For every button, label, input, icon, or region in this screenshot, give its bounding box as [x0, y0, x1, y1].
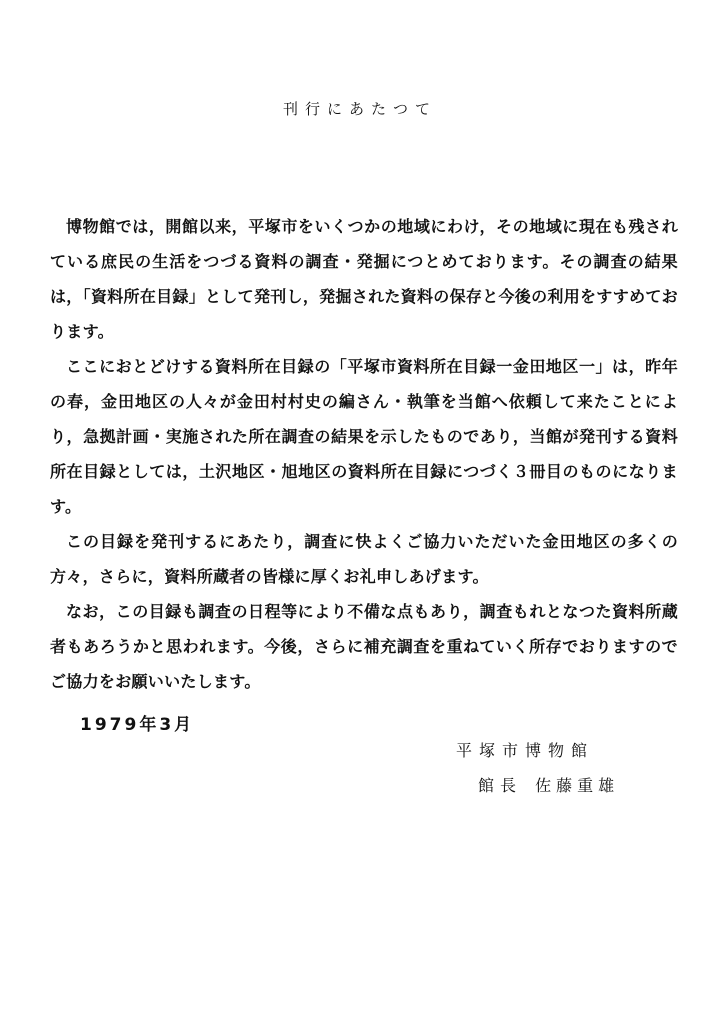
- document-body: [50, 209, 678, 699]
- director-title: 館長: [478, 776, 523, 795]
- paragraph-4: なお，この目録も調査の日程等により不備な点もあり，調査もれとなつた資料所蔵者もあろうかと思われます。今後，さらに補充調査を重ねていく所存でおりますのでご協力をお願いいたします。: [50, 602, 678, 691]
- publication-date: 1979年3月: [80, 715, 195, 735]
- paragraph-3: この目録を発刊するにあたり，調査に快よくご協力いただいた金田地区の多くの方々，さらに，資料所蔵者の皆様に厚くお礼申しあげます。: [50, 532, 678, 586]
- director-name: 佐藤重雄: [535, 776, 620, 795]
- paragraph-1: 博物館では，開館以来，平塚市をいくつかの地域にわけ，その地域に現在も残されている庶民の生活をつづる資料の調査・発掘につとめております。その調査の結果は，「資料所在目録」として発刊し，発掘された資料の保存と今後の利用をすすめております。: [50, 217, 678, 341]
- organization-name: 平塚市博物館: [456, 741, 595, 760]
- document-title: 刊行にあたつて: [282, 100, 437, 118]
- paragraph-2: ここにおとどけする資料所在目録の「平塚市資料所在目録一金田地区一」は，昨年の春，金田地区の人々が金田村村史の編さん・執筆を当館へ依頼して来たことにより，急拠計画・実施された所在調査の結果を示したものであり，当館が発刊する資料所在目録としては，土沢地区・旭地区の資料所在目録につづく３冊目のものになります。: [50, 357, 678, 516]
- director-signature: [478, 773, 619, 796]
